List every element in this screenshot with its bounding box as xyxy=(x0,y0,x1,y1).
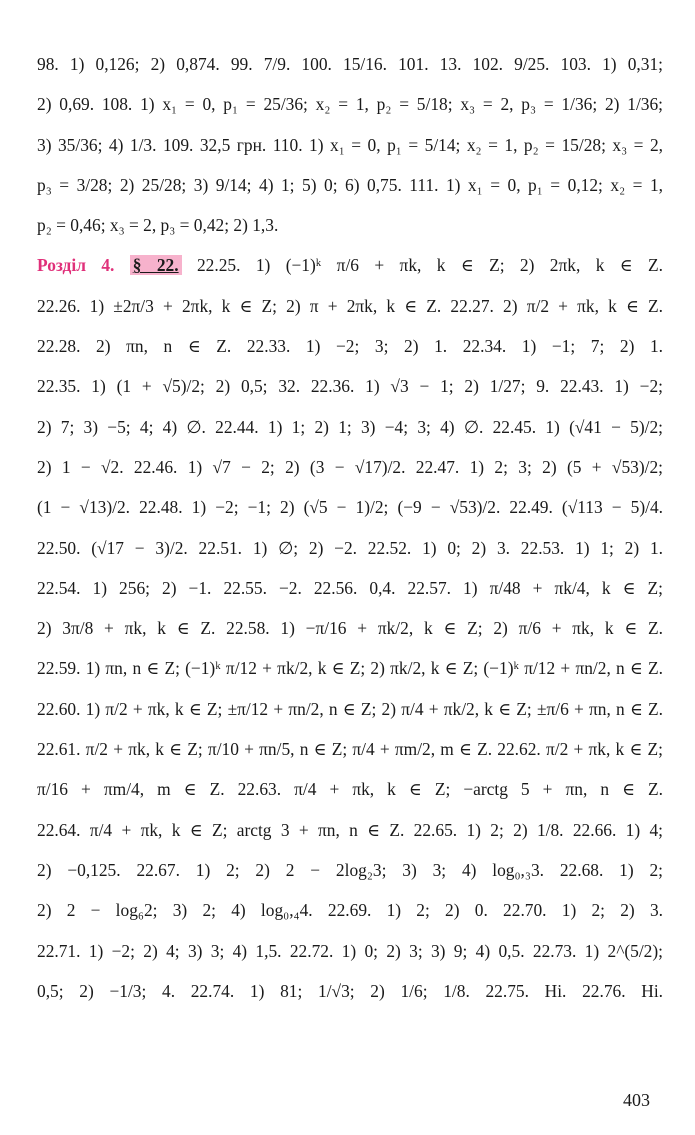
section-title: Розділ 4. xyxy=(37,255,115,276)
answer-line: 3) 35/36; 4) 1/3. 109. 32,5 грн. 110. 1) x₁ = 0, p₁ = 5/14; x₂ = 1, p₂ = 15/28; x₃ = 2, xyxy=(37,134,663,155)
answers-text-block xyxy=(37,44,663,1011)
answer-line: 2) 1 − √2. 22.46. 1) √7 − 2; 2) (3 − √17)/2. 22.47. 1) 2; 3; 2) (5 + √53)/2; xyxy=(37,456,663,477)
section-heading-line xyxy=(37,245,663,285)
answer-line: (1 − √13)/2. 22.48. 1) −2; −1; 2) (√5 − 1)/2; (−9 − √53)/2. 22.49. (√113 − 5)/4. xyxy=(37,497,663,518)
answer-line: 22.25. 1) (−1)ᵏ π/6 + πk, k ∈ Z; 2) 2πk, k ∈ Z. xyxy=(196,255,663,276)
answer-line: 0,5; 2) −1/3; 4. 22.74. 1) 81; 1/√3; 2) 1/6; 1/8. 22.75. Ні. 22.76. Ні. xyxy=(37,980,663,1001)
answer-line: 2) 0,69. 108. 1) x₁ = 0, p₁ = 25/36; x₂ = 1, p₂ = 5/18; x₃ = 2, p₃ = 1/36; 2) 1/36; xyxy=(37,94,663,115)
answer-line: 22.54. 1) 256; 2) −1. 22.55. −2. 22.56. 0,4. 22.57. 1) π/48 + πk/4, k ∈ Z; xyxy=(37,577,663,598)
answer-line: 22.59. 1) πn, n ∈ Z; (−1)ᵏ π/12 + πk/2, k ∈ Z; 2) πk/2, k ∈ Z; (−1)ᵏ π/12 + πn/2, n ∈ Z. xyxy=(37,658,663,679)
answer-line: 22.35. 1) (1 + √5)/2; 2) 0,5; 32. 22.36. 1) √3 − 1; 2) 1/27; 9. 22.43. 1) −2; xyxy=(37,376,663,397)
section-paragraph-mark: § 22. xyxy=(130,255,182,275)
answer-line: 22.60. 1) π/2 + πk, k ∈ Z; ±π/12 + πn/2, n ∈ Z; 2) π/4 + πk/2, k ∈ Z; ±π/6 + πn, n ∈ Z. xyxy=(37,698,663,719)
answer-line: 2) 3π/8 + πk, k ∈ Z. 22.58. 1) −π/16 + πk/2, k ∈ Z; 2) π/6 + πk, k ∈ Z. xyxy=(37,618,663,639)
answer-line: p₃ = 3/28; 2) 25/28; 3) 9/14; 4) 1; 5) 0; 6) 0,75. 111. 1) x₁ = 0, p₁ = 0,12; x₂ = 1, xyxy=(37,174,663,195)
answer-line: 2) 7; 3) −5; 4; 4) ∅. 22.44. 1) 1; 2) 1; 3) −4; 3; 4) ∅. 22.45. 1) (√41 − 5)/2; xyxy=(37,416,663,437)
answer-line: 2) −0,125. 22.67. 1) 2; 2) 2 − 2log₂3; 3) 3; 4) log₀,₃3. 22.68. 1) 2; xyxy=(37,859,663,880)
answer-line: 22.28. 2) πn, n ∈ Z. 22.33. 1) −2; 3; 2) 1. 22.34. 1) −1; 7; 2) 1. xyxy=(37,336,663,357)
answer-line: 22.26. 1) ±2π/3 + 2πk, k ∈ Z; 2) π + 2πk, k ∈ Z. 22.27. 2) π/2 + πk, k ∈ Z. xyxy=(37,295,663,316)
answer-line: 22.61. π/2 + πk, k ∈ Z; π/10 + πn/5, n ∈ Z; π/4 + πm/2, m ∈ Z. 22.62. π/2 + πk, k ∈ Z; xyxy=(37,739,663,760)
answer-line: p₂ = 0,46; x₃ = 2, p₃ = 0,42; 2) 1,3. xyxy=(37,215,279,236)
answer-line: 22.64. π/4 + πk, k ∈ Z; arctg 3 + πn, n ∈ Z. 22.65. 1) 2; 2) 1/8. 22.66. 1) 4; xyxy=(37,819,663,840)
answer-line: π/16 + πm/4, m ∈ Z. 22.63. π/4 + πk, k ∈ Z; −arctg 5 + πn, n ∈ Z. xyxy=(37,779,663,800)
page-number: 403 xyxy=(623,1090,650,1110)
answer-line: 22.71. 1) −2; 2) 4; 3) 3; 4) 1,5. 22.72. 1) 0; 2) 3; 3) 9; 4) 0,5. 22.73. 1) 2^(5/2); xyxy=(37,940,663,961)
answer-line: 22.50. (√17 − 3)/2. 22.51. 1) ∅; 2) −2. 22.52. 1) 0; 2) 3. 22.53. 1) 1; 2) 1. xyxy=(37,537,663,558)
answer-line: 98. 1) 0,126; 2) 0,874. 99. 7/9. 100. 15/16. 101. 13. 102. 9/25. 103. 1) 0,31; xyxy=(37,54,663,74)
answer-line: 2) 2 − log₆2; 3) 2; 4) log₀,₄4. 22.69. 1) 2; 2) 0. 22.70. 1) 2; 2) 3. xyxy=(37,900,663,921)
